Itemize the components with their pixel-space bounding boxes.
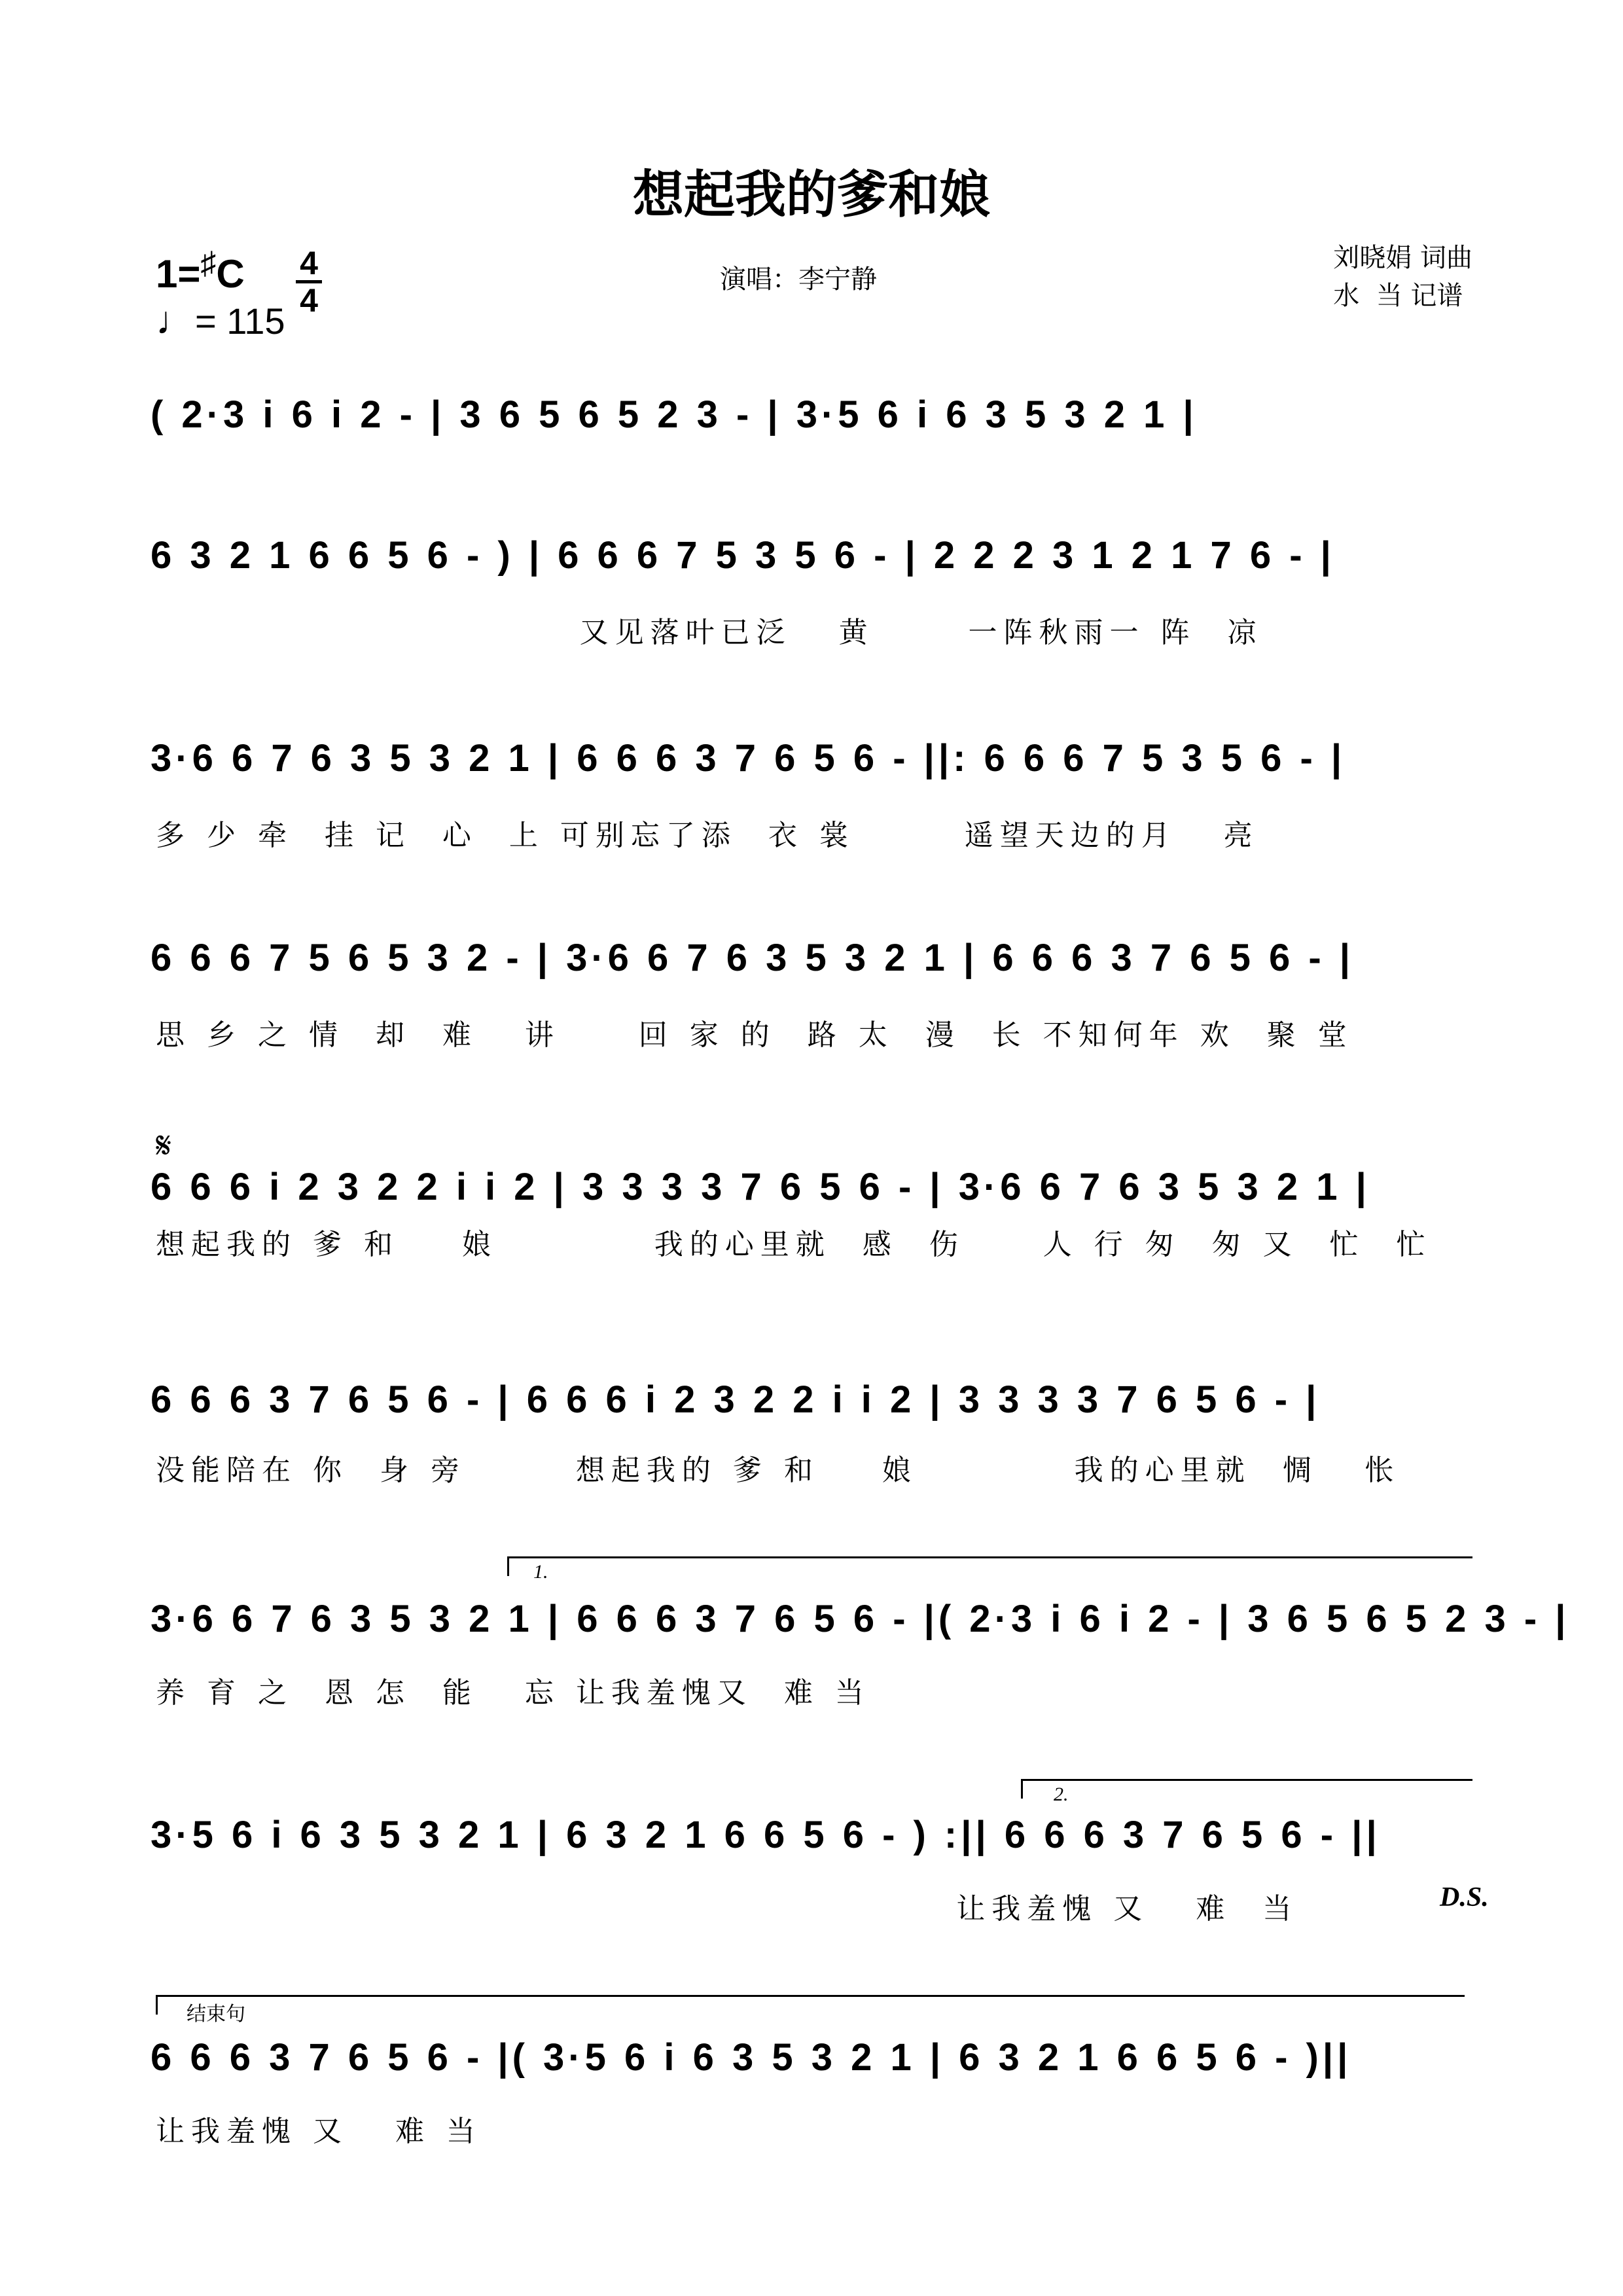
page-title: 想起我的爹和娘: [632, 165, 990, 224]
credits: [1333, 239, 1472, 315]
system-5-lyrics: 想起我的 爹 和 娘 我的心里就 感 伤 人 行 匆 匆 又 忙 忙: [156, 1228, 1432, 1261]
lyrics-credit: 刘晓娟 词曲: [1333, 243, 1472, 273]
system-6-notes: 6 6 6 3 7 6 5 6 - | 6 6 6 i 2 3 2 2 i i 2 | 3 3 3 3 7 6 5 6 - |: [151, 1378, 1321, 1421]
quarter-note-icon: ♩: [156, 298, 195, 342]
system-9-lyrics: 让我羞愧 又 难 当: [156, 2115, 482, 2148]
volta-1-bracket: [507, 1556, 1472, 1558]
time-signature: 4 4: [296, 247, 322, 316]
system-1-notes: ( 2·3 i 6 i 2 - | 3 6 5 6 5 2 3 - | 3·5 6 i 6 3 5 3 2 1 |: [151, 393, 1198, 436]
system-5-notes: 6 6 6 i 2 3 2 2 i i 2 | 3 3 3 3 7 6 5 6 - | 3·6 6 7 6 3 5 3 2 1 |: [151, 1166, 1370, 1208]
sharp-sign: ♯: [200, 246, 217, 281]
system-3-lyrics: 多 少 牵 挂 记 心 上 可别忘了添 衣 裳 遥望天边的月 亮: [156, 819, 1259, 852]
system-4-notes: 6 6 6 7 5 6 5 3 2 - | 3·6 6 7 6 3 5 3 2 1 | 6 6 6 3 7 6 5 6 - |: [151, 937, 1354, 979]
tempo-marking: ♩= 115: [156, 298, 285, 342]
system-2-notes: 6 3 2 1 6 6 5 6 - ) | 6 6 6 7 5 3 5 6 - | 2 2 2 3 1 2 1 7 6 - |: [151, 534, 1335, 577]
system-8-lyrics: 让我羞愧 又 难 当: [156, 1892, 1298, 1926]
system-4-lyrics: 思 乡 之 情 却 难 讲 回 家 的 路 太 漫 长 不知何年 欢 聚 堂: [156, 1018, 1353, 1052]
volta-2-label: 2.: [1054, 1784, 1069, 1805]
system-8-notes: 3·5 6 i 6 3 5 3 2 1 | 6 3 2 1 6 6 5 6 - ) :|| 6 6 6 3 7 6 5 6 - ||: [151, 1814, 1381, 1856]
ending-label: 结束句: [187, 2003, 245, 2025]
ending-bracket: [156, 1995, 1465, 1997]
system-7-notes: 3·6 6 7 6 3 5 3 2 1 | 6 6 6 3 7 6 5 6 - |( 2·3 i 6 i 2 - | 3 6 5 6 5 2 3 - |: [151, 1598, 1570, 1640]
system-3-notes: 3·6 6 7 6 3 5 3 2 1 | 6 6 6 3 7 6 5 6 - ||: 6 6 6 7 5 3 5 6 - |: [151, 737, 1346, 780]
dal-segno-mark: D.S.: [1440, 1882, 1489, 1912]
volta-2-bracket: [1021, 1779, 1472, 1781]
volta-1-label: 1.: [533, 1561, 548, 1583]
notation-credit: 水 当 记谱: [1333, 281, 1463, 311]
key-tempo-block: [156, 245, 285, 343]
system-2-lyrics: 又见落叶已泛 黄 一阵秋雨一 阵 凉: [156, 616, 1263, 649]
system-9-notes: 6 6 6 3 7 6 5 6 - |( 3·5 6 i 6 3 5 3 2 1 | 6 3 2 1 6 6 5 6 - )||: [151, 2036, 1352, 2079]
segno-sign: 𝄋: [156, 1124, 172, 1167]
singer-credit: 演唱：李宁静: [720, 264, 877, 295]
key-signature: 1=♯C: [156, 246, 245, 296]
system-7-lyrics: 养 育 之 恩 怎 能 忘 让我羞愧又 难 当: [156, 1676, 870, 1710]
system-6-lyrics: 没能陪在 你 身 旁 想起我的 爹 和 娘 我的心里就 惆 怅: [156, 1454, 1400, 1487]
